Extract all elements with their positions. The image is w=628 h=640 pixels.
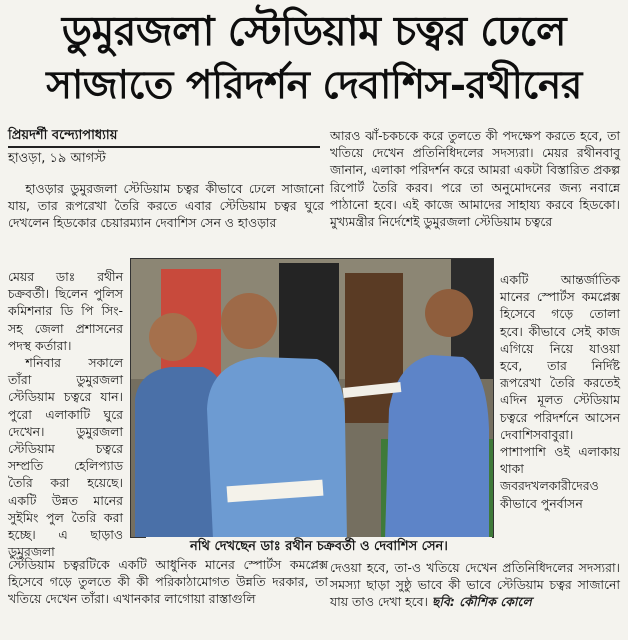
news-photo [130, 258, 494, 538]
photo-illustration [131, 259, 494, 538]
headline-line-2: সাজাতে পরিদর্শন দেবাশিস-রথীনের [46, 62, 582, 108]
photo-man-right-shirt [385, 355, 489, 538]
photo-man-left-head [149, 313, 197, 361]
body-right-bottom [330, 559, 620, 611]
photo-caption: নথি দেখছেন ডাঃ রথীন চক্রবর্তী ও দেবাশিস সেন। [146, 537, 492, 557]
photo-man-right-head [425, 289, 473, 337]
paragraph-mayor: মেয়র ডাঃ রথীন চক্রবর্তী। ছিলেন পুলিস কমিশনার ডি পি সিং-সহ জেলা প্রশাসনের পদস্থ কর্তারা। [8, 269, 123, 353]
paragraph-complex: স্টেডিয়াম চত্বরটিকে একটি আধুনিক মানের স্পোর্টস কমপ্লেক্স হিসেবে গড়ে তুলতে কী কী পরিকাঠামোগত উন্নতি দরকার, তা খতিয়ে দেখেন তাঁরা। এখানকার লাগোয়া রাস্তাগুলি [8, 557, 328, 607]
paragraph-rehab-text: দেওয়া হবে, তা-ও খতিয়ে দেখেন প্রতিনিধিদলের সদস্যরা। সমস্যা ছাড়া সুষ্ঠু ভাবে কী ভাবে স্টেডিয়াম চত্বর সাজানো যায় তাও দেখা হবে। [330, 560, 620, 610]
paragraph-international: একটি আন্তর্জাতিক মানের স্পোর্টস কমপ্লেক্স হিসেবে গড়ে তোলা হবে। কীভাবে সেই কাজ এগিয়ে নিয়ে যাওয়া হবে, তার নির্দিষ্ট রূপরেখা তৈরি করতেই এদিন মূলত স্টেডিয়াম চত্বরে পরিদর্শনে আসেন দেবাশিসবাবুরা। পাশাপাশি ওই এলাকায় থাকা জবরদখলকারীদেরও কীভাবে পুনর্বাসন [500, 272, 620, 511]
body-left-wrap [8, 268, 123, 560]
photo-man-center-head [221, 293, 277, 349]
headline-line-1: ডুমুরজলা স্টেডিয়াম চত্বর ঢেলে [61, 7, 567, 55]
byline-rule [8, 146, 320, 148]
photo-man-center-shirt [207, 357, 347, 538]
body-right-wrap [500, 271, 620, 512]
dateline: হাওড়া, ১৯ আগস্ট [8, 151, 106, 166]
body-left-top [8, 180, 324, 232]
paragraph-rehab [330, 559, 620, 611]
photo-credit: ছবি: কৌশিক কোলে [431, 594, 532, 610]
paragraph-intro: হাওড়ার ডুমুরজলা স্টেডিয়াম চত্বর কীভাবে ঢেলে সাজানো যায়, তার রূপরেখা তৈরি করতে এবার স্টেডিয়াম চত্বর ঘুরে দেখলেন হিডকোর চেয়ারম্যান দেবাশিস সেন ও হাওড়ার [8, 181, 324, 231]
paragraph-saturday: শনিবার সকালে তাঁরা ডুমুরজলা স্টেডিয়াম চত্বরে যান। পুরো এলাকাটি ঘুরে দেখেন। ডুমুরজলা স্টেডিয়াম চত্বরে সম্প্রতি হেলিপ্যাড তৈরি করা হয়েছে। একটি উন্নত মানের সুইমিং পুল তৈরি করা হচ্ছে। এ ছাড়াও ডুমুরজলা [8, 355, 123, 560]
byline [8, 127, 320, 168]
author-name: প্রিয়দর্শী বন্দ্যোপাধ্যায় [8, 128, 118, 143]
body-right-top [330, 127, 620, 230]
body-left-bottom [8, 556, 328, 608]
paragraph-roads: আরও ঝাঁ-চকচকে করে তুলতে কী পদক্ষেপ করতে হবে, তা খতিয়ে দেখেন প্রতিনিধিদলের সদস্যরা। মেয়র রথীনবাবু জানান, এলাকা পরিদর্শন করে আমরা একটা বিস্তারিত প্রকল্প রিপোর্ট তৈরি করব। পরে তা অনুমোদনের জন্য নবান্নে পাঠানো হবে। এই কাজে আমাদের সাহায্য করবে হিডকো। মুখ্যমন্ত্রীর নির্দেশেই ডুমুরজলা স্টেডিয়াম চত্বরে [330, 128, 620, 230]
headline [0, 4, 628, 112]
